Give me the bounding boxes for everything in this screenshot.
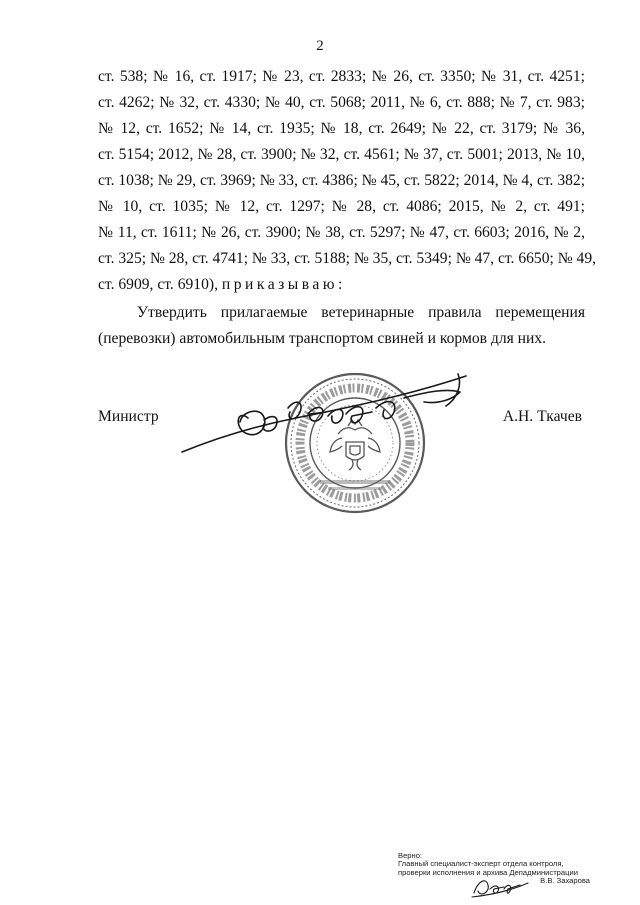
resolution-line: Утвердить прилагаемые ветеринарные правила перемещения <box>137 304 585 321</box>
text-line: ст. 538; № 16, ст. 1917; № 23, ст. 2833; № 26, ст. 3350; № 31, ст. 4251; <box>98 68 585 85</box>
certification-label: Верно: <box>398 851 423 860</box>
resolution-paragraph <box>98 300 585 352</box>
page-number: 2 <box>316 38 324 54</box>
order-word: приказываю: <box>221 276 346 293</box>
certification-name: В.В. Захарова <box>540 876 590 886</box>
signatory-title: Министр <box>98 408 159 425</box>
certification-position: Главный специалист-эксперт отдела контроля, <box>398 859 564 869</box>
resolution-line: (перевозки) автомобильным транспортом свиней и кормов для них. <box>98 330 547 347</box>
text-line-prefix: ст. 6909, ст. 6910), <box>98 276 222 293</box>
text-line: № 10, ст. 1035; № 12, ст. 1297; № 28, ст. 4086; 2015, № 2, ст. 491; <box>98 198 585 215</box>
text-line: ст. 325; № 28, ст. 4741; № 33, ст. 5188; № 35, ст. 5349; № 47, ст. 6650; № 49, <box>98 250 597 267</box>
legal-references-paragraph <box>98 64 597 298</box>
text-line: ст. 4262; № 32, ст. 4330; № 40, ст. 5068; 2011, № 6, ст. 888; № 7, ст. 983; <box>98 94 585 111</box>
text-line-final <box>98 272 585 298</box>
signatory-name: А.Н. Ткачев <box>502 408 582 425</box>
text-line: ст. 1038; № 29, ст. 3969; № 33, ст. 4386; № 45, ст. 5822; 2014, № 4, ст. 382; <box>98 172 586 189</box>
text-line: № 11, ст. 1611; № 26, ст. 3900; № 38, ст. 5297; № 47, ст. 6603; 2016, № 2, <box>98 224 585 241</box>
text-line: № 12, ст. 1652; № 14, ст. 1935; № 18, ст. 2649; № 22, ст. 3179; № 36, <box>98 120 585 137</box>
certification-position: проверки исполнения и архива Депадминистрации <box>398 867 578 877</box>
text-line: ст. 5154; 2012, № 28, ст. 3900; № 32, ст. 4561; № 37, ст. 5001; 2013, № 10, <box>98 146 585 163</box>
minister-signature-icon <box>176 368 476 458</box>
certifier-signature-icon <box>470 873 530 901</box>
